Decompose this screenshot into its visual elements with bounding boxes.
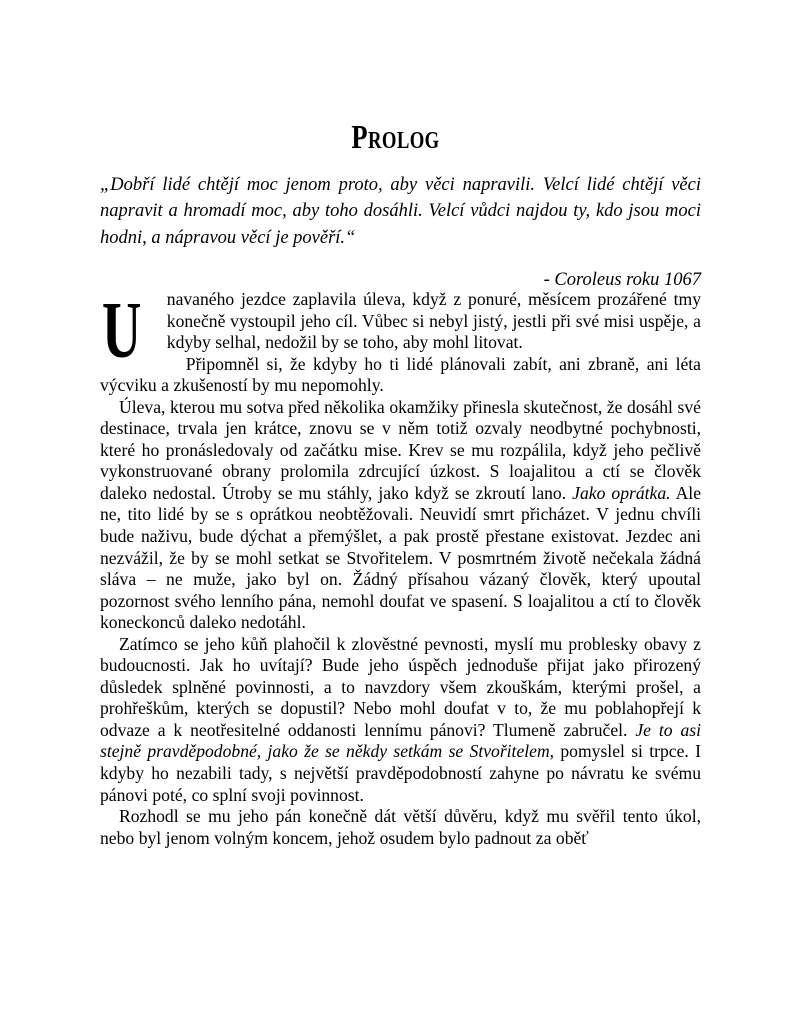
body-text-run: Rozhodl se mu jeho pán konečně dát větší důvěru, když mu svěřil tento úkol, nebo byl jenom volným koncem, jehož osudem bylo padnout za oběť	[100, 806, 701, 848]
body-text-run: Ale ne, tito lidé by se s oprátkou neobtěžovali. Neuvidí smrt přicházet. V jednu chvíli bude naživu, bude dýchat a přemýšlet, a pak prostě přestane existovat. Jezdec ani nezvážil, že by se mohl setkat se Stvořitelem. V posmrtném životě nečekala žádná sláva – ne muže, jako byl on. Žádný přísahou vázaný člověk, který upoutal pozornost svého lenního pána, nemohl doufat ve spasení. S loajalitou a ctí to člověk koneckonců daleko nedotáhl.	[100, 482, 702, 633]
chapter-title: Prolog	[351, 118, 440, 156]
body-paragraph	[100, 397, 701, 634]
body-text-run: Připomněl si, že kdyby ho ti lidé plánovali zabít, ani zbraně, ani léta výcviku a zkušeností by mu nepomohly.	[100, 353, 701, 396]
body-text-block	[100, 289, 701, 849]
body-paragraph	[100, 354, 701, 397]
epigraph-quote: „Dobří lidé chtějí moc jenom proto, aby věci napravili. Velcí lidé chtějí věci napravit a hromadí moc, aby toho dosáhli. Velcí vůdci najdou ty, kdo jsou moci hodni, a nápravou věcí je pověří.“	[100, 175, 701, 248]
body-text-run: Úleva, kterou mu sotva před několika okamžiky přinesla skutečnost, že dosáhl své destinace, trvala jen krátce, znovu se v něm totiž ozvaly neodbytné pochybnosti, které ho pronásledovaly od začátku mise. Krev se mu rozpálila, když jeho pečlivě vykonstruované obrany prolomila zdrcující úzkost. S loajalitou a ctí se člověk daleko nedostal. Útroby se mu stáhly, jako když se zkroutí lano.	[100, 396, 701, 503]
emphasised-phrase: Jako oprátka.	[572, 482, 671, 503]
drop-cap: U	[102, 287, 142, 375]
epigraph-attribution: - Coroleus roku 1067	[543, 269, 701, 290]
body-paragraph	[100, 806, 701, 849]
emphasised-phrase: Je to asi stejně pravděpodobné, jako že se někdy setkám se Stvořitelem	[100, 719, 701, 762]
body-paragraph	[100, 634, 701, 806]
body-text-run: navaného jezdce zaplavila úleva, když z ponuré, měsícem prozářené tmy konečně vystoupil jeho cíl. Vůbec si nebyl jistý, jestli při své misi uspěje, a kdyby selhal, nedožil by se toho, aby mohl litovat.	[166, 289, 701, 353]
body-text-run: , pomyslel si trpce. I kdyby ho nezabili tady, s největší pravděpodobností zahyne po návratu ke svému pánovi poté, co splní svoji povinnost.	[100, 741, 701, 805]
epigraph-block	[100, 172, 701, 293]
body-text-run: Zatímco se jeho kůň plahočil k zlověstné pevnosti, myslí mu problesky obavy z budoucnosti. Jak ho uvítají? Bude jeho úspěch jednoduše přijat jako přirozený důsledek splněné povinnosti, a to navzdory všem zkouškám, kterými prošel, a prohřeškům, kterých se dopustil? Nebo mohl doufat v to, že mu poblahopřejí k odvaze a k neotřesitelné oddanosti lennímu pánovi? Tlumeně zabručel.	[100, 633, 701, 740]
